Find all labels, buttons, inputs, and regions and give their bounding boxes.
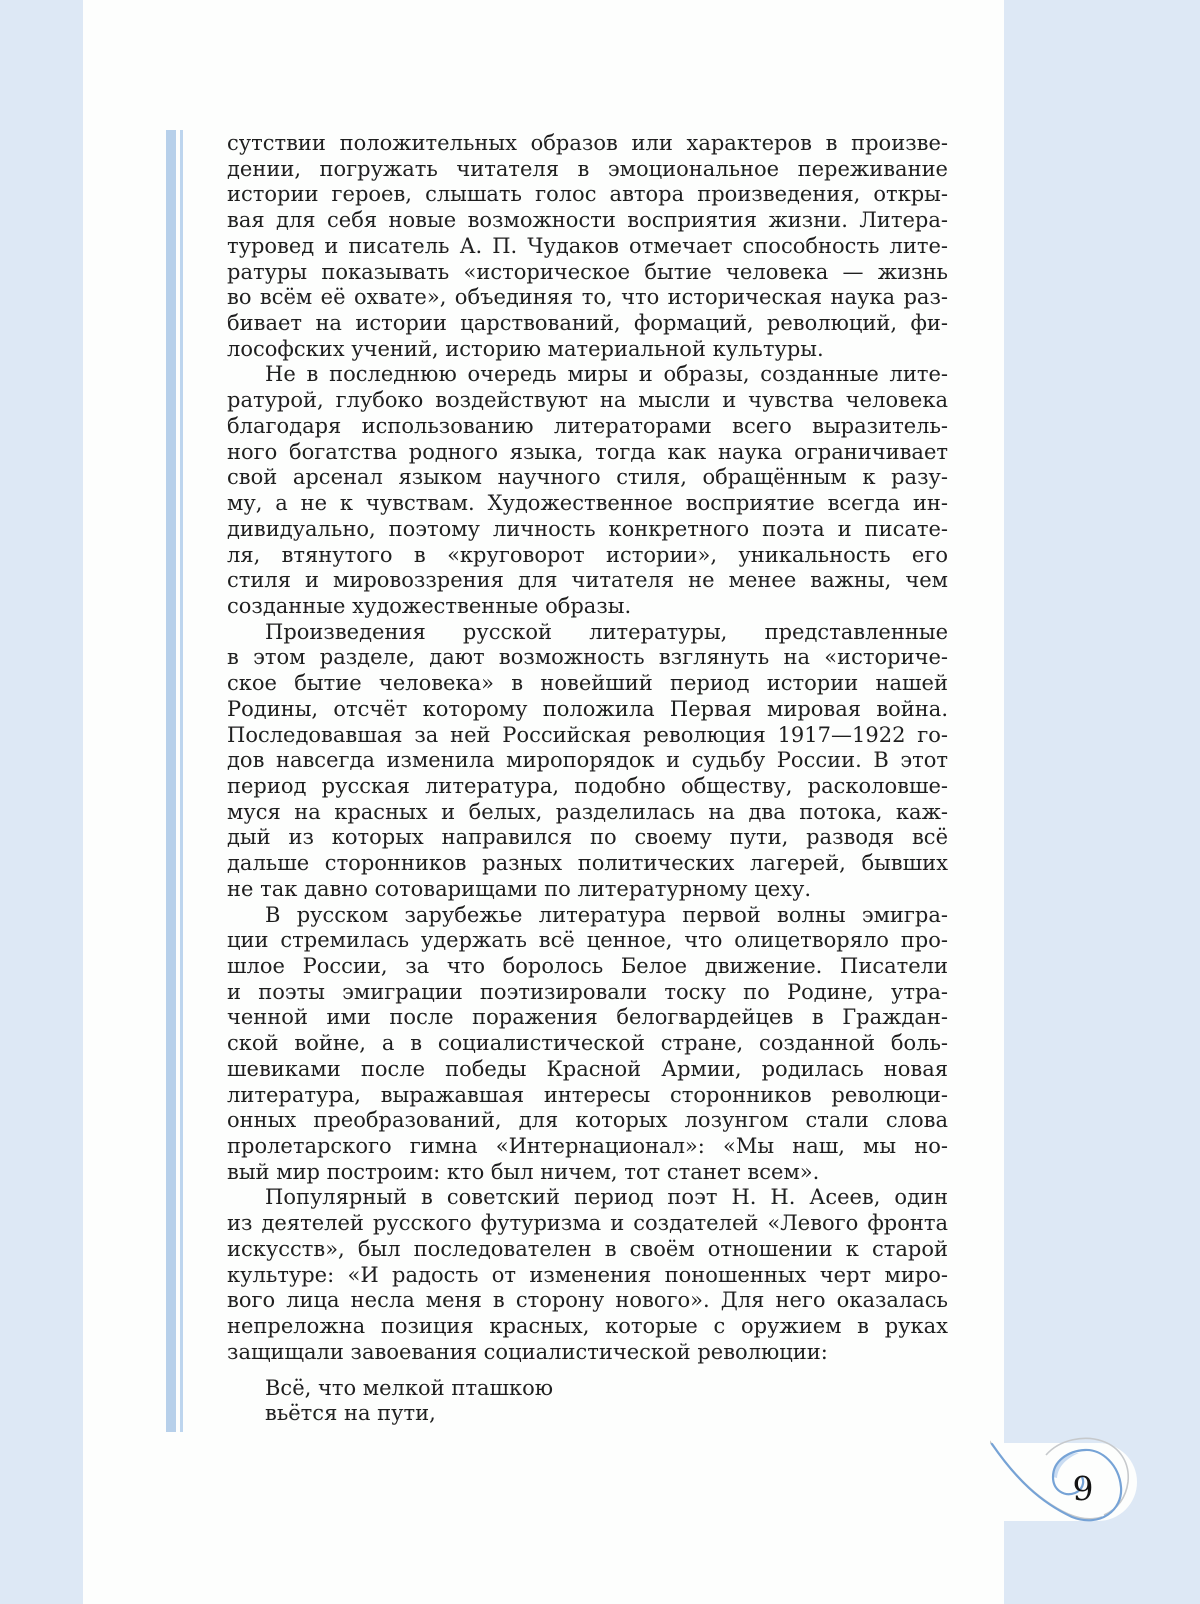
text-line: вый мир построим: кто был ничем, тот станет всем».: [227, 1159, 820, 1184]
text-line: дальше сторонников разных политических лагерей, бывших: [227, 851, 948, 876]
text-line: в этом разделе, дают возможность взглянуть на «историче-: [227, 645, 948, 670]
text-line: ченной ими после поражения белогвардейцев в Граждан-: [227, 1005, 948, 1030]
poem-block: [227, 1376, 948, 1427]
text-line: ское бытие человека» в новейший период истории нашей: [227, 671, 948, 696]
paragraph: [227, 131, 948, 362]
text-line: вая для себя новые возможности восприятия жизни. Литера-: [227, 208, 948, 233]
text-line: Родины, отсчёт которому положила Первая мировая война.: [227, 696, 948, 721]
left-margin-band: [0, 0, 83, 1604]
text-line: истории героев, слышать голос автора произведения, откры-: [227, 182, 948, 207]
text-line: В русском зарубежье литература первой волны эмигра-: [265, 902, 948, 927]
text-line: и поэты эмиграции поэтизировали тоску по Родине, утра-: [227, 979, 948, 1004]
text-line: созданные художественные образы.: [227, 593, 632, 618]
text-line: не так давно сотоварищами по литературному цеху.: [227, 876, 812, 901]
paragraph: [227, 362, 948, 619]
text-line: му, а не к чувствам. Художественное восприятие всегда ин-: [227, 491, 948, 516]
text-line: ратурой, глубоко воздействуют на мысли и чувства человека: [227, 388, 948, 413]
paragraph: [227, 1185, 948, 1365]
text-line: дении, погружать читателя в эмоциональное переживание: [227, 156, 948, 181]
text-line: из деятелей русского футуризма и создателей «Левого фронта: [227, 1211, 948, 1236]
text-line: вого лица несла меня в сторону нового». Для него оказалась: [227, 1288, 948, 1313]
text-line: шлое России, за что боролось Белое движение. Писатели: [227, 954, 948, 978]
text-line: Произведения русской литературы, представленные: [265, 619, 948, 644]
text-line: бивает на истории царствований, формаций, революций, фи-: [227, 311, 948, 336]
text-line: дый из которых направился по своему пути, разводя всё: [227, 825, 948, 850]
poem-line: Всё, что мелкой пташкою: [265, 1375, 554, 1400]
text-line: культуре: «И радость от изменения поношенных черт миро-: [227, 1262, 948, 1287]
text-line: период русская литература, подобно обществу, расколовше-: [227, 773, 948, 798]
text-line: стиля и мировоззрения для читателя не менее важны, чем: [227, 568, 948, 593]
text-line: ного богатства родного языка, тогда как наука ограничивает: [227, 439, 948, 464]
text-line: во всём её охвате», объединяя то, что историческая наука раз-: [227, 285, 948, 310]
text-line: Последовавшая за ней Российская революция 1917—1922 го-: [227, 722, 948, 747]
text-line: пролетарского гимна «Интернационал»: «Мы наш, мы но-: [227, 1134, 948, 1159]
text-line: сутствии положительных образов или характеров в произве-: [227, 131, 948, 155]
text-line: онных преобразований, для которых лозунгом стали слова: [227, 1108, 948, 1133]
paragraph: [227, 620, 948, 903]
text-line: лософских учений, историю материальной культуры.: [227, 336, 824, 361]
text-line: благодаря использованию литераторами всего выразитель-: [227, 413, 948, 438]
text-line: искусств», был последователен в своём отношении к старой: [227, 1236, 948, 1261]
text-line: свой арсенал языком научного стиля, обращённым к разу-: [227, 465, 948, 490]
text-line: шевиками после победы Красной Армии, родилась новая: [227, 1056, 948, 1081]
left-accent-bar-thin: [180, 130, 183, 1432]
text-line: защищали завоевания социалистической революции:: [227, 1339, 828, 1364]
text-line: дов навсегда изменила миропорядок и судьбу России. В этот: [227, 748, 948, 773]
right-margin-band: [1004, 0, 1200, 1604]
paragraph: [227, 903, 948, 1186]
text-line: Не в последнюю очередь миры и образы, созданные лите-: [265, 362, 948, 387]
body-text-column: [227, 131, 948, 1427]
text-line: ской войне, а в социалистической стране, созданной боль-: [227, 1031, 948, 1056]
left-accent-bar-thick: [166, 130, 176, 1432]
text-line: дивидуально, поэтому личность конкретного поэта и писате-: [227, 516, 948, 541]
text-line: туровед и писатель А. П. Чудаков отмечает способность лите-: [227, 233, 948, 258]
text-line: ратуры показывать «историческое бытие человека — жизнь: [227, 259, 948, 284]
text-line: Популярный в советский период поэт Н. Н. Асеев, один: [265, 1185, 948, 1210]
text-line: литература, выражавшая интересы сторонников революци-: [227, 1082, 948, 1107]
text-line: ля, втянутого в «круговорот истории», уникальность его: [227, 542, 948, 567]
text-line: ции стремилась удержать всё ценное, что олицетворяло про-: [227, 928, 948, 953]
text-line: непреложна позиция красных, которые с оружием в руках: [227, 1314, 948, 1339]
text-line: муся на красных и белых, разделилась на два потока, каж-: [227, 799, 948, 824]
poem-line: вьётся на пути,: [265, 1401, 436, 1426]
page-number: 9: [1072, 1469, 1094, 1508]
